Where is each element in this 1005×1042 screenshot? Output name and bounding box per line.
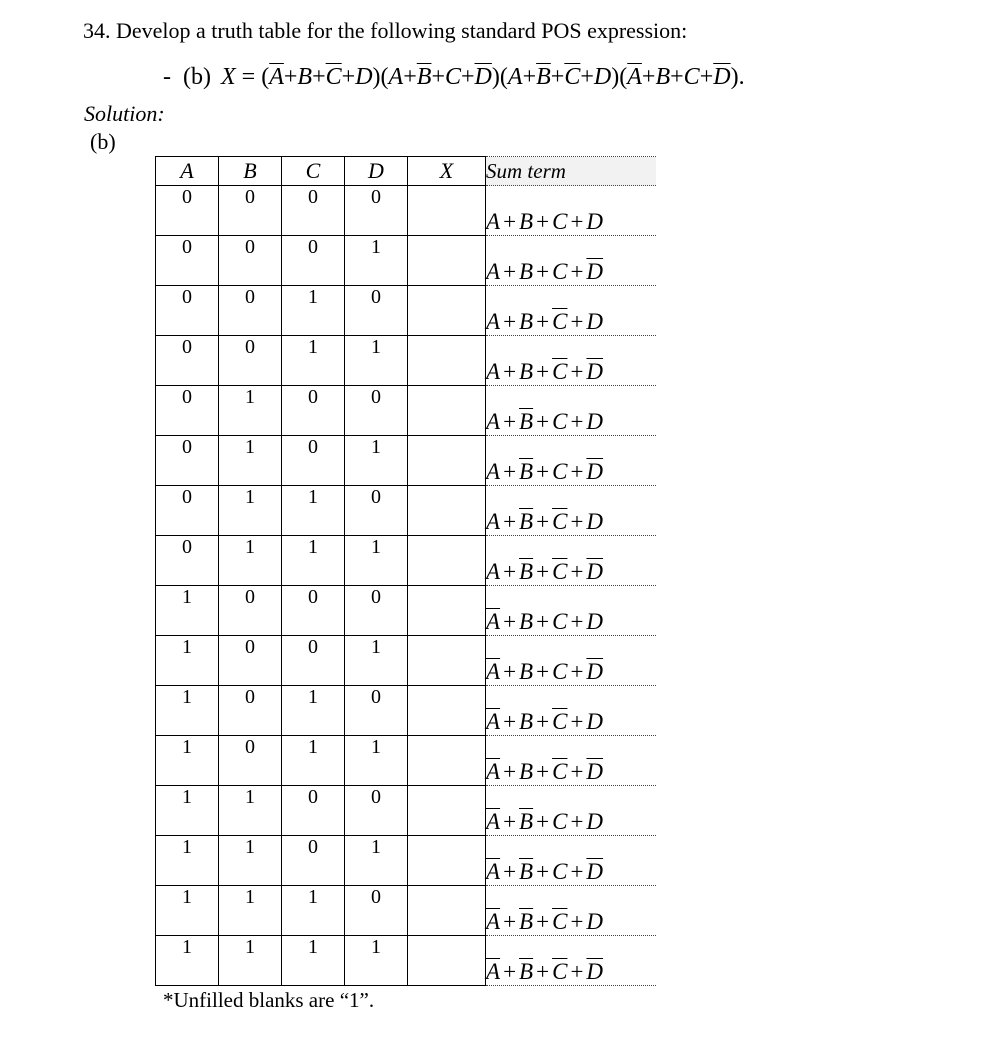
header-b: B <box>219 157 282 186</box>
cell-d: 0 <box>345 286 408 336</box>
cell-sum-term <box>486 536 657 586</box>
paren-close: ) <box>491 64 500 90</box>
cell-d: 1 <box>345 536 408 586</box>
cell-d: 1 <box>345 336 408 386</box>
cell-c: 0 <box>282 436 345 486</box>
plus-sign: + <box>570 809 584 834</box>
literal-a-complement: $\overline{A}$ <box>627 64 642 90</box>
plus-sign: + <box>570 209 584 234</box>
plus-sign: + <box>570 559 584 584</box>
plus-sign: + <box>536 909 550 934</box>
literal-a: A <box>486 459 501 484</box>
part-label: (b) <box>183 64 211 90</box>
plus-sign: + <box>503 609 517 634</box>
plus-sign: + <box>570 459 584 484</box>
literal-b-complement: $\overline{B}$ <box>536 64 551 90</box>
table-row <box>156 686 657 736</box>
cell-x <box>408 786 486 836</box>
cell-c: 0 <box>282 786 345 836</box>
literal-d-complement: $\overline{D}$ <box>713 64 731 90</box>
cell-a: 0 <box>156 236 219 286</box>
cell-c: 0 <box>282 386 345 436</box>
table-row <box>156 436 657 486</box>
header-x: X <box>408 157 486 186</box>
cell-x <box>408 186 486 236</box>
cell-b: 1 <box>219 486 282 536</box>
literal-b-complement: $\overline{B}$ <box>519 559 534 584</box>
cell-a: 0 <box>156 436 219 486</box>
plus-sign: + <box>570 309 584 334</box>
table-row <box>156 236 657 286</box>
literal-c-complement: $\overline{C}$ <box>552 709 568 734</box>
cell-x <box>408 436 486 486</box>
cell-b: 0 <box>219 636 282 686</box>
plus-sign: + <box>670 64 684 90</box>
literal-c: C <box>552 209 568 234</box>
cell-d: 0 <box>345 586 408 636</box>
literal-c-complement: $\overline{C}$ <box>552 359 568 384</box>
literal-b-complement: $\overline{B}$ <box>519 809 534 834</box>
table-row <box>156 636 657 686</box>
cell-d: 0 <box>345 886 408 936</box>
cell-b: 1 <box>219 936 282 986</box>
cell-sum-term <box>486 336 657 386</box>
cell-x <box>408 386 486 436</box>
cell-d: 1 <box>345 636 408 686</box>
literal-d-complement: $\overline{D}$ <box>474 64 492 90</box>
sum-term-factor <box>389 64 492 90</box>
solution-part-label: (b) <box>90 129 116 154</box>
header-sum-term: Sum term <box>486 157 657 186</box>
literal-b: B <box>519 609 534 634</box>
cell-d: 1 <box>345 836 408 886</box>
literal-a: A <box>486 359 501 384</box>
sum-term-factor <box>627 64 730 90</box>
literal-c-complement: $\overline{C}$ <box>552 309 568 334</box>
cell-x <box>408 836 486 886</box>
cell-a: 1 <box>156 736 219 786</box>
cell-x <box>408 486 486 536</box>
literal-b: B <box>519 709 534 734</box>
literal-c: C <box>552 809 568 834</box>
expression-terms <box>261 64 738 90</box>
table-row <box>156 736 657 786</box>
literal-a: A <box>388 64 404 90</box>
cell-sum-term <box>486 286 657 336</box>
cell-a: 1 <box>156 786 219 836</box>
cell-b: 0 <box>219 336 282 386</box>
cell-b: 0 <box>219 686 282 736</box>
literal-c-complement: $\overline{C}$ <box>552 559 568 584</box>
literal-b-complement: $\overline{B}$ <box>519 859 534 884</box>
plus-sign: + <box>341 64 356 90</box>
table-row <box>156 186 657 236</box>
cell-b: 0 <box>219 586 282 636</box>
cell-sum-term <box>486 936 657 986</box>
plus-sign: + <box>699 64 714 90</box>
cell-a: 0 <box>156 386 219 436</box>
cell-c: 1 <box>282 336 345 386</box>
literal-c-complement: $\overline{C}$ <box>325 64 342 90</box>
cell-sum-term <box>486 236 657 286</box>
sum-term-factor <box>269 64 372 90</box>
cell-d: 1 <box>345 436 408 486</box>
cell-sum-term <box>486 636 657 686</box>
cell-sum-term <box>486 486 657 536</box>
table-row <box>156 836 657 886</box>
plus-sign: + <box>503 959 517 984</box>
plus-sign: + <box>536 659 550 684</box>
plus-sign: + <box>570 409 584 434</box>
cell-b: 0 <box>219 286 282 336</box>
plus-sign: + <box>536 759 550 784</box>
cell-x <box>408 686 486 736</box>
plus-sign: + <box>536 709 550 734</box>
cell-x <box>408 736 486 786</box>
literal-a: A <box>507 64 523 90</box>
plus-sign: + <box>570 509 584 534</box>
plus-sign: + <box>503 309 517 334</box>
cell-c: 1 <box>282 486 345 536</box>
cell-d: 0 <box>345 486 408 536</box>
literal-b-complement: $\overline{B}$ <box>416 64 432 90</box>
table-row <box>156 936 657 986</box>
literal-b-complement: $\overline{B}$ <box>519 409 534 434</box>
literal-b-complement: $\overline{B}$ <box>519 959 534 984</box>
literal-c: C <box>552 859 568 884</box>
plus-sign: + <box>570 959 584 984</box>
paren-open: ( <box>380 64 389 90</box>
cell-d: 0 <box>345 786 408 836</box>
plus-sign: + <box>536 959 550 984</box>
paren-open: ( <box>261 64 270 90</box>
cell-a: 0 <box>156 336 219 386</box>
cell-a: 1 <box>156 886 219 936</box>
cell-b: 1 <box>219 786 282 836</box>
plus-sign: + <box>536 609 550 634</box>
plus-sign: + <box>536 809 550 834</box>
plus-sign: + <box>503 809 517 834</box>
cell-x <box>408 236 486 286</box>
literal-a-complement: $\overline{A}$ <box>486 809 501 834</box>
plus-sign: + <box>503 909 517 934</box>
plus-sign: + <box>403 64 417 90</box>
cell-sum-term <box>486 586 657 636</box>
literal-c: C <box>552 609 568 634</box>
plus-sign: + <box>570 759 584 784</box>
cell-c: 0 <box>282 236 345 286</box>
literal-b: B <box>297 64 313 90</box>
plus-sign: + <box>570 859 584 884</box>
cell-d: 1 <box>345 736 408 786</box>
literal-a-complement: $\overline{A}$ <box>486 709 501 734</box>
cell-sum-term <box>486 736 657 786</box>
header-d: D <box>345 157 408 186</box>
plus-sign: + <box>312 64 326 90</box>
literal-b-complement: $\overline{B}$ <box>519 459 534 484</box>
literal-a-complement: $\overline{A}$ <box>486 759 501 784</box>
literal-b: B <box>519 209 534 234</box>
literal-d: D <box>586 709 604 734</box>
cell-d: 0 <box>345 686 408 736</box>
plus-sign: + <box>503 459 517 484</box>
plus-sign: + <box>641 64 656 90</box>
literal-c: C <box>552 459 568 484</box>
plus-sign: + <box>503 259 517 284</box>
literal-b-complement: $\overline{B}$ <box>519 909 534 934</box>
table-row <box>156 486 657 536</box>
cell-a: 0 <box>156 186 219 236</box>
plus-sign: + <box>283 64 298 90</box>
plus-sign: + <box>503 409 517 434</box>
plus-sign: + <box>536 509 550 534</box>
cell-c: 1 <box>282 936 345 986</box>
expression-lhs: X <box>220 64 236 90</box>
cell-b: 1 <box>219 886 282 936</box>
plus-sign: + <box>536 359 550 384</box>
plus-sign: + <box>503 659 517 684</box>
plus-sign: + <box>522 64 537 90</box>
cell-sum-term <box>486 386 657 436</box>
footnote: *Unfilled blanks are “1”. <box>163 988 375 1012</box>
paren-close: ) <box>611 64 620 90</box>
plus-sign: + <box>536 409 550 434</box>
literal-d-complement: $\overline{D}$ <box>586 359 604 384</box>
literal-d-complement: $\overline{D}$ <box>586 959 604 984</box>
paren-open: ( <box>499 64 508 90</box>
cell-x <box>408 586 486 636</box>
cell-b: 1 <box>219 386 282 436</box>
cell-c: 1 <box>282 686 345 736</box>
cell-a: 1 <box>156 586 219 636</box>
literal-c-complement: $\overline{C}$ <box>552 959 568 984</box>
cell-c: 0 <box>282 636 345 686</box>
plus-sign: + <box>503 859 517 884</box>
table-row <box>156 336 657 386</box>
pos-expression <box>163 64 745 91</box>
plus-sign: + <box>503 509 517 534</box>
cell-d: 0 <box>345 386 408 436</box>
literal-d: D <box>586 809 604 834</box>
literal-d: D <box>586 309 604 334</box>
literal-a-complement: $\overline{A}$ <box>486 959 501 984</box>
literal-b: B <box>519 259 534 284</box>
plus-sign: + <box>536 309 550 334</box>
literal-a-complement: $\overline{A}$ <box>486 659 501 684</box>
table-row <box>156 886 657 936</box>
plus-sign: + <box>536 559 550 584</box>
plus-sign: + <box>431 64 445 90</box>
plus-sign: + <box>570 909 584 934</box>
header-c: C <box>282 157 345 186</box>
cell-sum-term <box>486 436 657 486</box>
literal-d: D <box>355 64 373 90</box>
header-a: A <box>156 157 219 186</box>
literal-d-complement: $\overline{D}$ <box>586 859 604 884</box>
cell-c: 0 <box>282 586 345 636</box>
cell-c: 1 <box>282 286 345 336</box>
table-row <box>156 536 657 586</box>
literal-a: A <box>486 309 501 334</box>
plus-sign: + <box>570 259 584 284</box>
cell-a: 1 <box>156 836 219 886</box>
equals-sign: = <box>235 64 262 90</box>
paren-close: ) <box>372 64 381 90</box>
literal-a: A <box>486 259 501 284</box>
literal-d-complement: $\overline{D}$ <box>586 459 604 484</box>
literal-a: A <box>486 559 501 584</box>
cell-b: 1 <box>219 536 282 586</box>
plus-sign: + <box>503 759 517 784</box>
plus-sign: + <box>570 659 584 684</box>
literal-c: C <box>444 64 461 90</box>
cell-a: 1 <box>156 636 219 686</box>
table-body <box>156 186 657 986</box>
literal-c-complement: $\overline{C}$ <box>552 759 568 784</box>
truth-table <box>155 156 656 986</box>
cell-c: 0 <box>282 836 345 886</box>
table-row <box>156 286 657 336</box>
literal-a-complement: $\overline{A}$ <box>269 64 284 90</box>
literal-c-complement: $\overline{C}$ <box>552 509 568 534</box>
literal-b: B <box>519 659 534 684</box>
literal-b: B <box>519 309 534 334</box>
literal-c: C <box>552 409 568 434</box>
literal-d-complement: $\overline{D}$ <box>586 759 604 784</box>
plus-sign: + <box>536 209 550 234</box>
cell-sum-term <box>486 836 657 886</box>
cell-c: 0 <box>282 186 345 236</box>
literal-b: B <box>519 359 534 384</box>
cell-b: 1 <box>219 436 282 486</box>
cell-a: 0 <box>156 536 219 586</box>
cell-x <box>408 286 486 336</box>
cell-a: 0 <box>156 286 219 336</box>
cell-d: 1 <box>345 236 408 286</box>
literal-d: D <box>586 609 604 634</box>
plus-sign: + <box>503 709 517 734</box>
literal-b-complement: $\overline{B}$ <box>519 509 534 534</box>
cell-x <box>408 886 486 936</box>
plus-sign: + <box>570 359 584 384</box>
cell-x <box>408 936 486 986</box>
literal-d: D <box>586 209 604 234</box>
cell-b: 0 <box>219 736 282 786</box>
literal-c: C <box>683 64 700 90</box>
paren-close: ) <box>730 64 739 90</box>
plus-sign: + <box>503 559 517 584</box>
cell-d: 1 <box>345 936 408 986</box>
sum-term-factor <box>508 64 611 90</box>
cell-x <box>408 536 486 586</box>
plus-sign: + <box>536 459 550 484</box>
plus-sign: + <box>550 64 565 90</box>
literal-a-complement: $\overline{A}$ <box>486 609 501 634</box>
literal-d: D <box>586 909 604 934</box>
cell-a: 1 <box>156 686 219 736</box>
literal-c: C <box>552 259 568 284</box>
plus-sign: + <box>570 709 584 734</box>
paren-open: ( <box>619 64 628 90</box>
cell-sum-term <box>486 886 657 936</box>
table-row <box>156 386 657 436</box>
expression-end: . <box>738 64 745 90</box>
literal-c: C <box>552 659 568 684</box>
literal-a: A <box>486 509 501 534</box>
cell-sum-term <box>486 786 657 836</box>
cell-sum-term <box>486 686 657 736</box>
literal-a: A <box>486 409 501 434</box>
literal-d-complement: $\overline{D}$ <box>586 259 604 284</box>
plus-sign: + <box>503 359 517 384</box>
question-title: 34. Develop a truth table for the following standard POS expression: <box>83 18 688 43</box>
plus-sign: + <box>536 859 550 884</box>
cell-x <box>408 636 486 686</box>
literal-d: D <box>586 409 604 434</box>
literal-a-complement: $\overline{A}$ <box>486 909 501 934</box>
literal-a-complement: $\overline{A}$ <box>486 859 501 884</box>
solution-label: Solution: <box>84 101 165 126</box>
cell-a: 1 <box>156 936 219 986</box>
cell-b: 0 <box>219 186 282 236</box>
plus-sign: + <box>503 209 517 234</box>
literal-d-complement: $\overline{D}$ <box>586 659 604 684</box>
cell-c: 1 <box>282 536 345 586</box>
literal-d: D <box>586 509 604 534</box>
cell-x <box>408 336 486 386</box>
plus-sign: + <box>580 64 594 90</box>
cell-sum-term <box>486 186 657 236</box>
literal-c-complement: $\overline{C}$ <box>552 909 568 934</box>
expression-bullet: - <box>163 64 171 90</box>
literal-c-complement: $\overline{C}$ <box>564 64 581 90</box>
cell-a: 0 <box>156 486 219 536</box>
plus-sign: + <box>570 609 584 634</box>
literal-d-complement: $\overline{D}$ <box>586 559 604 584</box>
cell-c: 1 <box>282 886 345 936</box>
cell-b: 1 <box>219 836 282 886</box>
literal-b: B <box>655 64 671 90</box>
cell-d: 0 <box>345 186 408 236</box>
cell-c: 1 <box>282 736 345 786</box>
literal-b: B <box>519 759 534 784</box>
literal-d: D <box>593 64 612 90</box>
table-row <box>156 786 657 836</box>
plus-sign: + <box>461 64 475 90</box>
table-header-row <box>156 157 657 186</box>
plus-sign: + <box>536 259 550 284</box>
cell-b: 0 <box>219 236 282 286</box>
literal-a: A <box>486 209 501 234</box>
table-row <box>156 586 657 636</box>
